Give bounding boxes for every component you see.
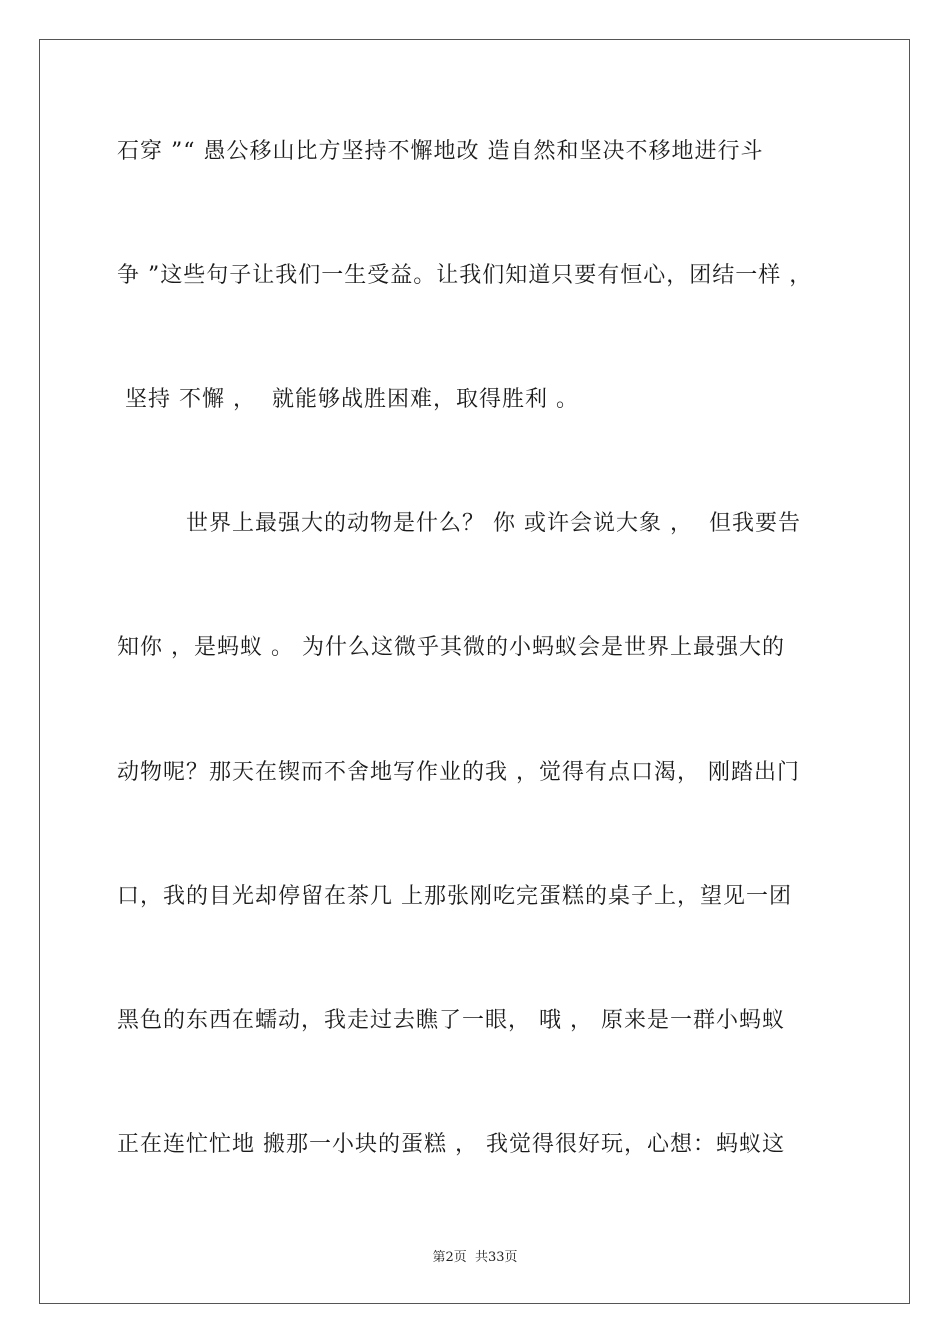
text-line-1: 石穿 ”“ 愚公移山比方坚持不懈地改 造自然和坚决不移地进行斗 (117, 139, 764, 164)
text-line-5: 知你 ，是蚂蚁 。 为什么这微乎其微的小蚂蚁会是世界上最强大的 (117, 635, 785, 660)
text-line-8: 黑色的东西在蠕动，我走过去瞧了一眼， 哦 ， 原来是一群小蚂蚁 (117, 1008, 785, 1033)
page-total: 共33页 (474, 1250, 518, 1265)
page-frame (39, 39, 910, 1304)
page-number: 第2页 (432, 1250, 467, 1265)
text-line-7: 口，我的目光却停留在茶几 上那张刚吃完蛋糕的桌子上，望见一团 (117, 884, 792, 909)
text-line-4: 世界上最强大的动物是什么？ 你 或许会说大象 ， 但我要告 (186, 511, 801, 536)
text-line-9: 正在连忙忙地 搬那一小块的蛋糕 ， 我觉得很好玩，心想：蚂蚁这 (117, 1132, 785, 1157)
text-line-2: 争 ”这些句子让我们一生受益。让我们知道只要有恒心，团结一样 ， (117, 263, 813, 288)
text-line-3: 坚持 不懈 ， 就能够战胜困难，取得胜利 。 (117, 387, 579, 412)
text-line-6: 动物呢？那天在锲而不舍地写作业的我 ，觉得有点口渴， 刚踏出门 (117, 760, 800, 785)
page-footer (0, 1246, 950, 1265)
